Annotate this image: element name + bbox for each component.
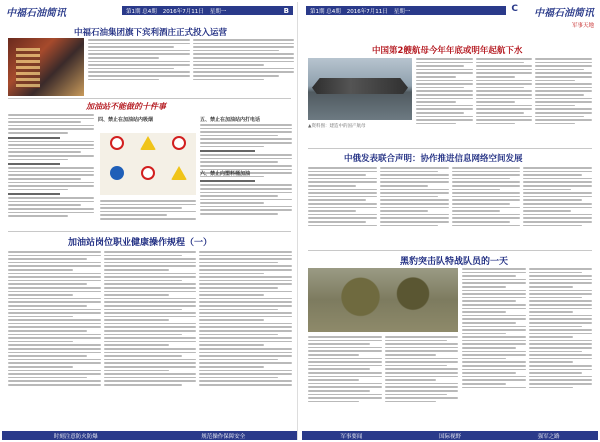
article-headline: 中俄发表联合声明：协作推进信息网络空间发展: [344, 154, 523, 164]
article-body: [8, 114, 94, 224]
photo-caption: ▲资料图：建造中的国产航母: [308, 124, 366, 129]
page-letter: B: [283, 6, 289, 15]
safety-signs: [100, 133, 196, 195]
footer-slogan: 时刻注意防火防爆: [53, 433, 98, 440]
issue-weekday: 星期一: [209, 8, 227, 15]
article-body: [308, 336, 458, 424]
divider: [8, 98, 291, 99]
footer-slogan: 强军之路: [537, 433, 560, 440]
issue-bar: [122, 6, 293, 15]
left-footer: [2, 431, 297, 440]
no-phone-icon: [172, 136, 186, 150]
article-headline: 中国第2艘航母今年年底或明年起航下水: [372, 46, 523, 56]
section-tag: 军事天地: [571, 23, 594, 29]
article-body: [8, 251, 292, 423]
page-letter: C: [511, 4, 518, 14]
article-headline: 加油站岗位职业健康操作规程（一）: [68, 238, 213, 248]
article-subhead: 六、禁止向塑料桶加油: [200, 171, 251, 177]
article-headline: 中福石油集团旗下宾利酒庄正式投入运营: [74, 28, 228, 38]
divider: [308, 250, 592, 251]
left-masthead: [2, 2, 297, 18]
footer-slogan: 国际视野: [438, 433, 461, 440]
left-page: [2, 2, 298, 440]
article-body: [416, 58, 592, 144]
divider: [8, 231, 291, 232]
issue-date: 2016年7月11日: [162, 8, 204, 15]
issue-date: 2016年7月11日: [346, 8, 388, 15]
warning-icon: [171, 166, 187, 180]
article-body: [462, 268, 592, 424]
issue-bar: [306, 6, 506, 15]
right-page: [302, 2, 598, 440]
store-photo: [8, 38, 84, 96]
footer-slogan: 规范操作保障安全: [201, 433, 246, 440]
article-body: [88, 39, 294, 93]
right-footer: [302, 431, 598, 440]
article-subhead: 四、禁止在加油站内吸烟: [98, 117, 154, 123]
soldier-photo: [308, 268, 458, 332]
warning-icon: [140, 136, 156, 150]
article-headline: 加油站不能做的十件事: [86, 101, 166, 111]
no-fire-icon: [141, 166, 155, 180]
article-body: [308, 167, 592, 247]
issue-weekday: 星期一: [393, 8, 411, 15]
must-wear-icon: [110, 166, 124, 180]
ship-photo: [308, 58, 412, 120]
newspaper-brand: 中福石油简讯: [534, 8, 594, 19]
article-subhead: 五、禁止在加油站内打电话: [200, 117, 261, 123]
divider: [308, 148, 592, 149]
no-smoking-icon: [110, 136, 124, 150]
footer-slogan: 军事要闻: [340, 433, 363, 440]
issue-number: 第1期 总4期: [310, 8, 341, 15]
right-masthead: [302, 2, 598, 18]
article-headline: 黑豹突击队特战队员的一天: [400, 257, 509, 267]
issue-number: 第1期 总4期: [126, 8, 157, 15]
newspaper-brand: 中福石油简讯: [6, 8, 66, 19]
article-body: [100, 200, 196, 228]
